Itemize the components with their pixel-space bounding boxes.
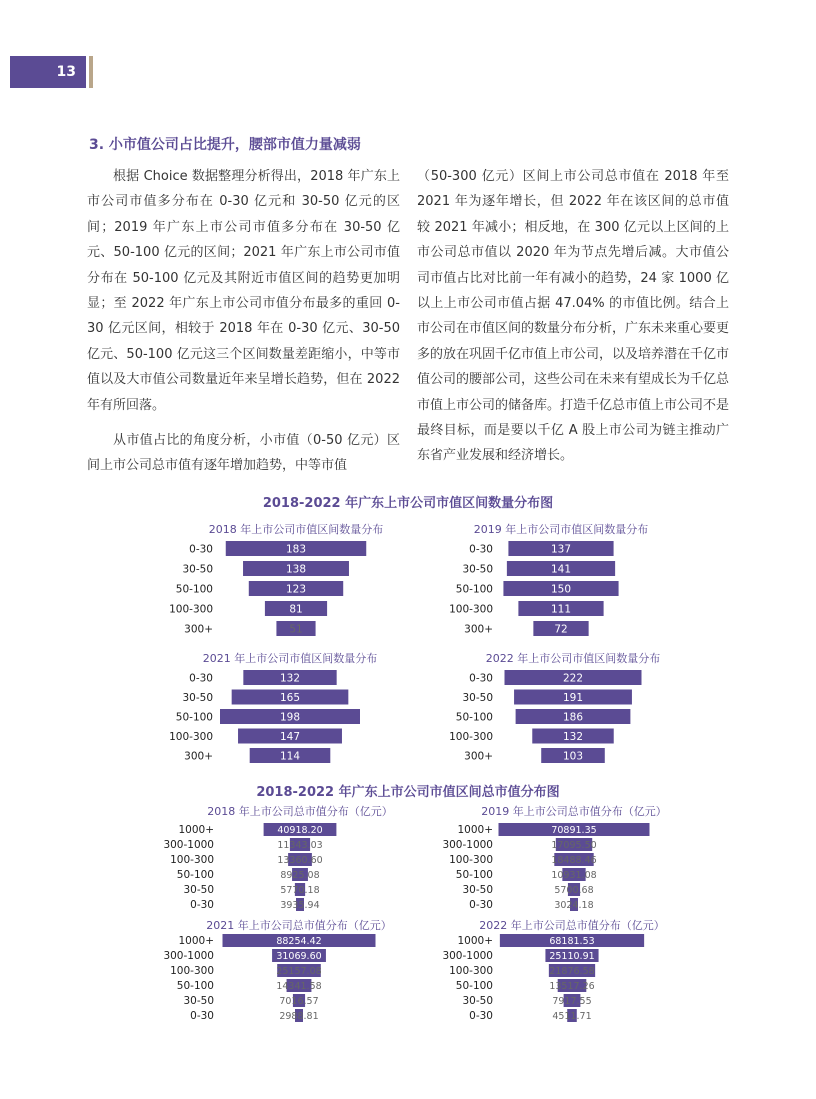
- data-label: 7917.55: [552, 996, 592, 1008]
- category-label: 0-30: [469, 672, 493, 685]
- category-label: 30-50: [462, 692, 493, 705]
- category-label: 0-30: [469, 1010, 493, 1023]
- chart-6: [442, 804, 666, 911]
- text-column-left: [87, 164, 400, 479]
- data-label: 17095.50: [551, 840, 597, 852]
- data-label: 191: [562, 692, 584, 705]
- data-label: 198: [279, 711, 301, 724]
- data-label: 138: [285, 563, 307, 576]
- data-label: 25157.08: [276, 966, 322, 978]
- data-label: 13517.26: [549, 981, 595, 993]
- data-label: 2988.81: [279, 1011, 319, 1023]
- category-label: 100-300: [449, 965, 493, 978]
- figure-1-count-distribution: [0, 515, 816, 805]
- category-label: 30-50: [462, 884, 493, 897]
- data-label: 40918.20: [277, 825, 323, 837]
- category-label: 0-30: [190, 1010, 214, 1023]
- category-label: 100-300: [170, 854, 214, 867]
- chart-1: [169, 522, 383, 636]
- figure-1-title: 2018-2022 年广东上市公司市值区间数量分布图: [262, 496, 554, 511]
- category-label: 300-1000: [163, 839, 214, 852]
- category-label: 100-300: [449, 854, 493, 867]
- category-label: 30-50: [462, 995, 493, 1008]
- data-label: 68181.53: [549, 936, 595, 948]
- data-label: 3024.18: [554, 900, 594, 912]
- data-label: 3935.94: [280, 900, 320, 912]
- category-label: 300-1000: [442, 950, 493, 963]
- data-label: 8925.08: [280, 870, 320, 882]
- paragraph-2-part-1: 从市值占比的角度分析，小市值（0-50 亿元）区间上市公司总市值有逐年增加趋势，中等市值: [87, 433, 400, 474]
- category-label: 30-50: [183, 995, 214, 1008]
- data-label: 18488.46: [551, 855, 597, 867]
- page-number: 13: [10, 56, 86, 88]
- data-label: 72: [554, 623, 568, 636]
- data-label: 14341.58: [276, 981, 322, 993]
- data-label: 11343.03: [277, 840, 323, 852]
- chart-5: [163, 804, 392, 911]
- paragraph-1: 根据 Choice 数据整理分析得出，2018 年广东上市公司市值多分布在 0-30 亿元和 30-50 亿元的区间；2019 年广东上市公司市值多分布在 30-50 亿元、50-100 亿元的区间；2021 年广东上市公司市值分布在 50-100 亿元及其附近市值区间的趋势更加明显；至 2022 年广东上市公司市值分布最多的重回 0-30 亿元区间，相较于 2018 年在 0-30 亿元、30-50 亿元、50-100 亿元这三个区间数量差距缩小，中等市值以及大市值公司数量近年来呈增长趋势，但在 2022 年有所回落。: [87, 169, 400, 413]
- chart-3: [169, 651, 377, 763]
- category-label: 50-100: [175, 583, 213, 596]
- data-label: 150: [550, 583, 572, 596]
- category-label: 100-300: [449, 603, 493, 616]
- data-label: 88254.42: [276, 936, 322, 948]
- category-label: 300-1000: [163, 950, 214, 963]
- chart-title: 2018 年上市公司市值区间数量分布: [208, 523, 384, 536]
- category-label: 0-30: [189, 543, 213, 556]
- category-label: 300+: [184, 750, 213, 763]
- figure-2-market-value-distribution: [0, 800, 816, 1035]
- data-label: 103: [562, 750, 584, 763]
- data-label: 183: [285, 543, 307, 556]
- category-label: 1000+: [457, 824, 493, 837]
- category-label: 1000+: [178, 824, 214, 837]
- chart-title: 2022 年上市公司总市值分布（亿元）: [479, 919, 665, 932]
- category-label: 300+: [184, 623, 213, 636]
- chart-7: [163, 918, 391, 1022]
- category-label: 0-30: [190, 899, 214, 912]
- category-label: 300+: [464, 623, 493, 636]
- data-label: 70891.35: [551, 825, 597, 837]
- data-label: 10931.08: [551, 870, 597, 882]
- data-label: 165: [279, 692, 301, 705]
- data-label: 25110.91: [549, 951, 595, 963]
- category-label: 100-300: [169, 603, 213, 616]
- category-label: 50-100: [455, 583, 493, 596]
- chart-title: 2019 年上市公司市值区间数量分布: [473, 523, 649, 536]
- category-label: 0-30: [469, 899, 493, 912]
- data-label: 132: [562, 731, 584, 744]
- chart-title: 2019 年上市公司总市值分布（亿元）: [481, 805, 667, 818]
- category-label: 0-30: [189, 672, 213, 685]
- category-label: 300-1000: [442, 839, 493, 852]
- data-label: 5770.18: [280, 885, 320, 897]
- data-label: 51: [289, 623, 303, 636]
- category-label: 30-50: [462, 563, 493, 576]
- category-label: 50-100: [455, 869, 493, 882]
- data-label: 21876.58: [549, 966, 595, 978]
- category-label: 100-300: [169, 731, 213, 744]
- data-label: 5700.68: [554, 885, 594, 897]
- chart-8: [442, 918, 664, 1022]
- category-label: 50-100: [176, 869, 214, 882]
- section-title: 3. 小市值公司占比提升，腰部市值力量减弱: [89, 137, 361, 153]
- category-label: 50-100: [455, 711, 493, 724]
- category-label: 100-300: [449, 731, 493, 744]
- chart-2: [449, 522, 648, 636]
- category-label: 50-100: [176, 980, 214, 993]
- data-label: 13360.60: [277, 855, 323, 867]
- data-label: 137: [550, 543, 572, 556]
- data-label: 111: [550, 603, 572, 616]
- data-label: 132: [279, 672, 301, 685]
- category-label: 30-50: [183, 884, 214, 897]
- category-label: 1000+: [178, 935, 214, 948]
- data-label: 114: [279, 750, 301, 763]
- data-label: 123: [285, 583, 307, 596]
- data-label: 31069.60: [276, 951, 322, 963]
- chart-4: [449, 651, 660, 763]
- category-label: 50-100: [175, 711, 213, 724]
- category-label: 30-50: [182, 563, 213, 576]
- data-label: 186: [562, 711, 584, 724]
- data-label: 141: [550, 563, 572, 576]
- category-label: 50-100: [455, 980, 493, 993]
- figure-2-title: 2018-2022 年广东上市公司市值区间总市值分布图: [256, 785, 560, 800]
- page-tab-accent: [89, 56, 93, 88]
- category-label: 100-300: [170, 965, 214, 978]
- data-label: 4511.71: [552, 1011, 592, 1023]
- category-label: 30-50: [182, 692, 213, 705]
- data-label: 147: [279, 731, 301, 744]
- data-label: 7016.57: [279, 996, 319, 1008]
- category-label: 1000+: [457, 935, 493, 948]
- text-column-right: [417, 164, 729, 469]
- category-label: 0-30: [469, 543, 493, 556]
- chart-title: 2021 年上市公司市值区间数量分布: [202, 652, 378, 665]
- data-label: 81: [289, 603, 303, 616]
- paragraph-2-part-2: （50-300 亿元）区间上市公司总市值在 2018 年至 2021 年为逐年增长，但 2022 年在该区间的总市值较 2021 年减小；相反地，在 300 亿元以上区间的上市公司总市值以 2020 年为节点先增后减。大市值公司市值占比对比前一年有减小的趋势，24 家 1000 亿以上上市公司市值占据 47.04% 的市值比例。结合上市公司在市值区间的数量分布分析，广东未来重心要更多的放在巩固千亿市值上市公司，以及培养潜在千亿市值公司的腰部公司，这些公司在未来有望成长为千亿总市值上市公司的储备库。打造千亿总市值上市公司不是最终目标，而是要以千亿 A 股上市公司为链主推动广东省产业发展和经济增长。: [417, 169, 730, 464]
- chart-title: 2018 年上市公司总市值分布（亿元）: [207, 805, 393, 818]
- category-label: 300+: [464, 750, 493, 763]
- chart-title: 2022 年上市公司市值区间数量分布: [485, 652, 661, 665]
- data-label: 222: [562, 672, 584, 685]
- chart-title: 2021 年上市公司总市值分布（亿元）: [206, 919, 392, 932]
